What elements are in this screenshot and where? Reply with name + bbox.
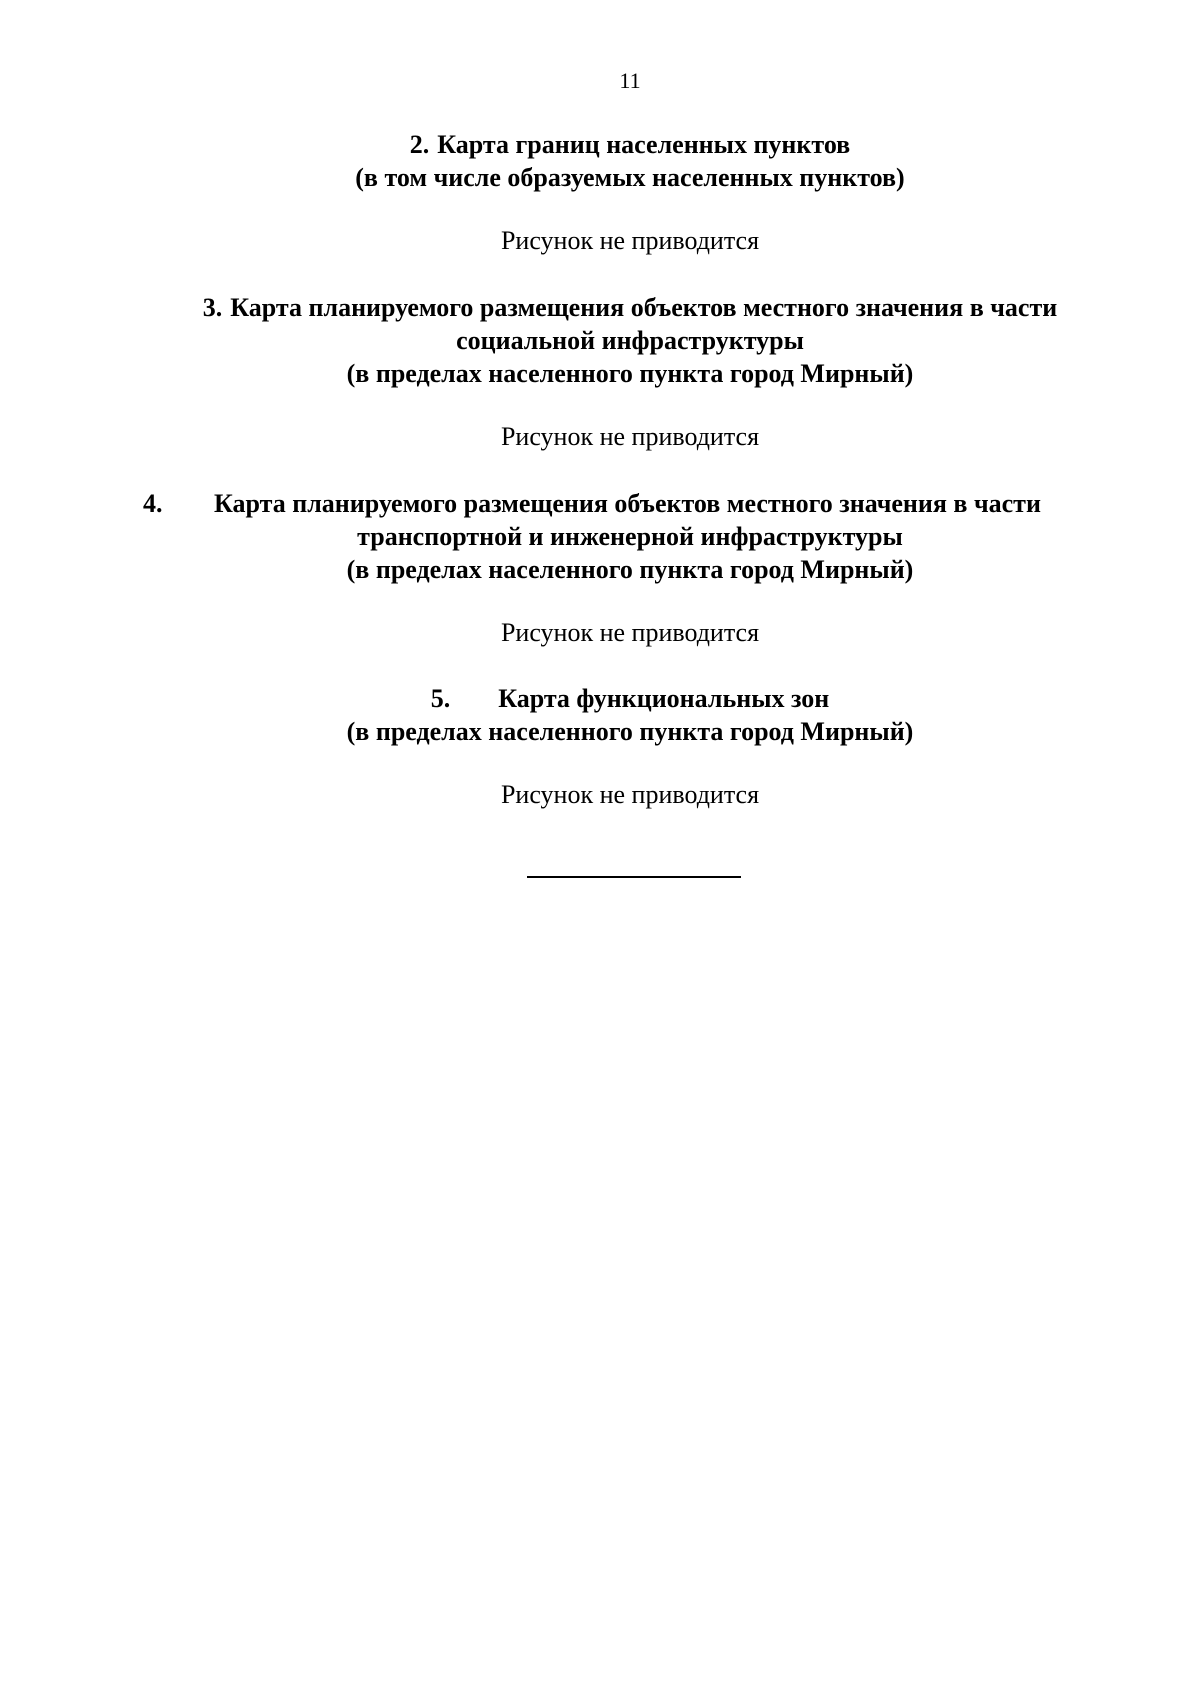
section-5-title: Карта функциональных зон bbox=[498, 684, 830, 713]
section-3-heading-line-3: (в пределах населенного пункта город Мирный) bbox=[346, 359, 914, 388]
section-2-heading-line-1 bbox=[0, 128, 1200, 161]
section-2-heading-line-2: (в том числе образуемых населенных пунктов) bbox=[355, 163, 905, 192]
section-4-note: Рисунок не приводится bbox=[500, 618, 760, 647]
section-2-title: Карта границ населенных пунктов bbox=[437, 130, 851, 159]
section-4-title: Карта планируемого размещения объектов местного значения в части bbox=[214, 489, 1041, 518]
section-3-heading-line-2: социальной инфраструктуры bbox=[456, 326, 804, 355]
section-2-note: Рисунок не приводится bbox=[500, 226, 760, 255]
section-3-number: 3. bbox=[202, 293, 223, 322]
section-5-heading-line-2: (в пределах населенного пункта город Мирный) bbox=[346, 717, 914, 746]
section-4-heading-line-3: (в пределах населенного пункта город Мирный) bbox=[346, 555, 914, 584]
section-5-heading bbox=[0, 682, 1200, 748]
page-number: 11 bbox=[619, 68, 641, 93]
section-2-heading bbox=[0, 128, 1200, 194]
section-3-note: Рисунок не приводится bbox=[500, 422, 760, 451]
section-5-heading-line-1 bbox=[0, 682, 1200, 715]
section-5-number: 5. bbox=[430, 684, 451, 713]
section-4-heading-line-2: транспортной и инженерной инфраструктуры bbox=[357, 522, 903, 551]
section-3-heading-line-1 bbox=[0, 291, 1200, 324]
section-3-title: Карта планируемого размещения объектов местного значения в части bbox=[230, 293, 1058, 322]
section-3-heading bbox=[0, 291, 1200, 390]
section-2-number: 2. bbox=[409, 130, 430, 159]
end-divider bbox=[527, 876, 741, 878]
section-4-heading-line-1 bbox=[0, 487, 1200, 520]
section-4-number: 4. bbox=[143, 489, 163, 518]
section-4-heading bbox=[0, 487, 1200, 586]
section-5-note: Рисунок не приводится bbox=[500, 780, 760, 809]
